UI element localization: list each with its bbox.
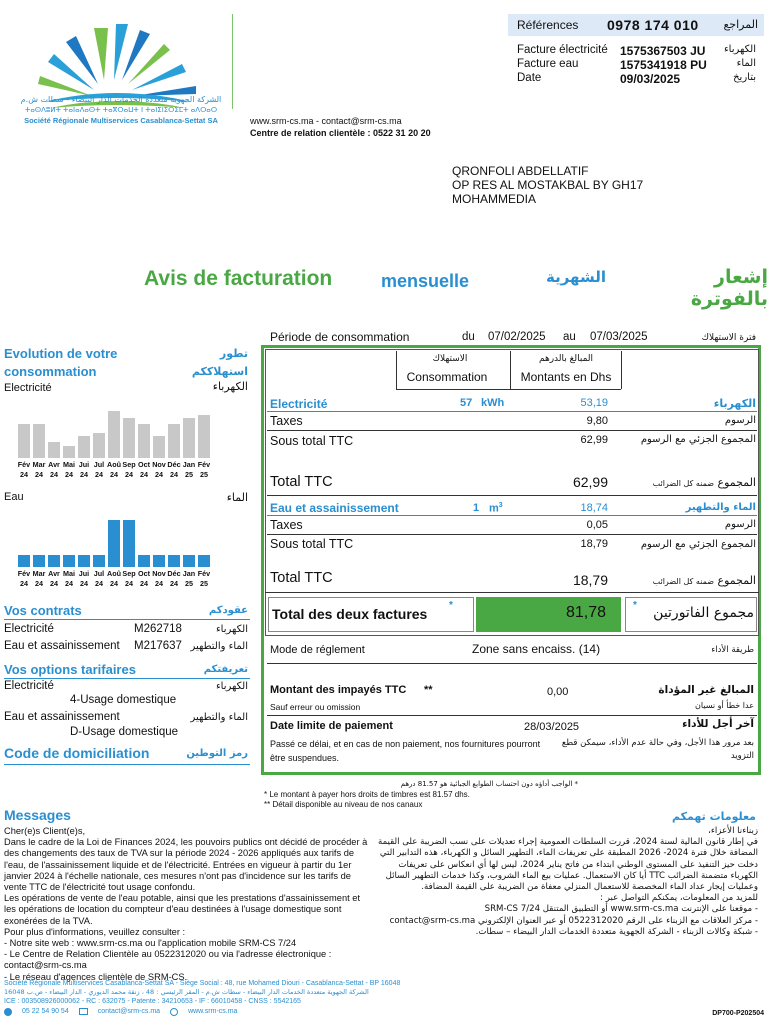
chart-bar [183, 555, 195, 567]
contract-water-label-ar: الماء والتطهير [190, 641, 248, 652]
invoice-date-value: 09/03/2025 [620, 72, 681, 86]
chart-bar [183, 418, 195, 458]
elec-taxes: 9,80 [586, 415, 608, 427]
options-divider [4, 678, 250, 679]
elec-total-label-ar [653, 476, 756, 489]
chart-tick-year: 24 [110, 470, 118, 479]
elec-total: 62,99 [572, 474, 608, 490]
option-elec-value: 4-Usage domestique [70, 694, 177, 706]
chart-bar [63, 555, 75, 567]
chart-bar [93, 433, 105, 458]
row-divider [267, 534, 757, 535]
total-ar: المجموع [717, 574, 756, 587]
chart-tick-year: 24 [170, 579, 178, 588]
chart-bar [138, 555, 150, 567]
invoice-elec-number: 1575367503 JU [620, 44, 706, 58]
footer-phone: 05 22 54 90 54 [22, 1008, 69, 1015]
col-amount: Montants en Dhs [520, 370, 612, 384]
invoice-elec-label: Facture électricité [517, 44, 608, 56]
row-divider [267, 495, 757, 496]
contract-water-label: Eau et assainissement [4, 640, 120, 652]
unpaid-label-ar: المبالغ غير المؤداة [658, 684, 754, 696]
domiciliation-divider [4, 764, 250, 765]
chart-water-label: Eau [4, 491, 24, 503]
invoice-date-label-ar: بتاريخ [733, 72, 756, 83]
footer-web[interactable]: www.srm-cs.ma [188, 1008, 238, 1015]
total-ar-small: ضمنه كل الضرائب [652, 577, 715, 586]
payment-mode-value: Zone sans encaiss. (14) [472, 642, 601, 656]
chart-tick: Jan [182, 569, 196, 578]
chart-bar [108, 520, 120, 567]
notice-period-type: mensuelle [381, 271, 470, 291]
evolution-title-ar-2: استهلاككم [191, 365, 248, 378]
chart-bar [48, 442, 60, 458]
invoice-water-label-ar: الماء [736, 58, 756, 69]
chart-bar [78, 436, 90, 458]
chart-tick: Fév [17, 569, 31, 578]
period-from: 07/02/2025 [488, 331, 546, 343]
chart-bar [18, 424, 30, 458]
water-qty: 1 [473, 502, 480, 514]
chart-tick: Déc [167, 569, 181, 578]
chart-tick-year: 24 [95, 579, 103, 588]
water-taxes-label: Taxes [270, 518, 303, 532]
chart-tick: Jui [78, 569, 90, 578]
address-city: MOHAMMEDIA [452, 192, 536, 206]
chart-bar [108, 411, 120, 458]
messages-body-ar: زبناءنا الأعزاء، في إطار قانون المالية لسنة 2024، قررت السلطات العمومية إجراء تعديلات على نسب الضريبة على القيمة المضافة خلال فترة 2024- 2026 المطبقة على تعريفات الماء، التطهير السائل و الكهرباء، هذه التدابير التي دخلت حيز التنفيذ على المستوى الوطني ابتداء من فاتح يناير 2024، ليس لها أي انعكاس على تعريفات الكهرباء متضمنة الضرائب TTC أيا كان الاستعمال. عمليات بيع الماء الشروب، وكذا خدمات التطهير السائل وعمليات إيجار عداد الماء المخصصة للاستعمال المنزلي معفاة من الضريبة على القيمة المضافة. للمزيد من المعلومات، يمكنكم التواصل عبر : - موقعنا على الإنترنت www.srm-cs.ma أو التطبيق المتنقل SRM-CS 7/24 - مركز العلاقات مع الزبناء على الرقم 0522312020 أو عبر العنوان الإلكتروني contact@srm-cs.ma - شبكة وكالات الزبناء - الشركة الجهوية متعددة الخدمات الدار البيضاء – سطات. [377, 826, 758, 937]
water-amount: 18,74 [580, 502, 608, 514]
references-label: Références [517, 18, 579, 32]
chart-tick: Déc [167, 460, 181, 469]
chart-tick: Mai [63, 569, 75, 578]
options-title: Vos options tarifaires [4, 662, 136, 677]
references-value: 0978 174 010 [607, 17, 699, 33]
water-unit-m: m [489, 502, 499, 515]
sauf-erreur: Sauf erreur ou omission [270, 702, 361, 712]
customer-address [452, 164, 643, 206]
chart-bar [48, 555, 60, 567]
notice-title: Avis de facturation [144, 267, 333, 290]
chart-tick: Sep [122, 569, 136, 578]
water-consumption-chart [18, 505, 214, 567]
elec-taxes-label-ar: الرسوم [724, 415, 756, 426]
evolution-title: Evolution de votre consommation [4, 346, 118, 379]
chart-tick: Mar [32, 460, 46, 469]
elec-qty: 57 [460, 397, 473, 409]
evolution-title-ar [192, 345, 248, 381]
elec-total-label: Total TTC [270, 474, 333, 490]
options-title-ar: تعريفتكم [203, 664, 248, 675]
customer-name: QRONFOLI ABDELLATIF [452, 164, 589, 178]
chart-tick: Oct [138, 460, 150, 469]
company-name-tifinagh: ⵜⴰⵙⴷⵓⵍⵜ ⵜⴰⵏⴰⴷⴰⵙⵜ ⵜⴰⴳⵔⴰⵡⵜ ⵏ ⵜⴰⵏⵉⵏⵉⵔⵉⵎⵜ ⴰⴷⵔⴰⵔ [24, 106, 218, 114]
chart-bar [93, 555, 105, 567]
total-ar: المجموع [717, 476, 756, 489]
water-subtotal-label-ar: المجموع الجزئي مع الرسوم [640, 539, 756, 550]
row-divider [267, 715, 757, 716]
chart-bar [78, 555, 90, 567]
note-double-star: ** Détail disponible au niveau de nos canaux [264, 800, 423, 809]
chart-elec-label-ar: الكهرباء [212, 380, 248, 393]
chart-tick-year: 24 [125, 579, 133, 588]
elec-unit: kWh [481, 397, 505, 409]
grand-total-star: * [449, 600, 453, 611]
chart-tick-year: 24 [35, 470, 43, 479]
deadline-label: Date limite de paiement [270, 720, 393, 732]
phone-icon [4, 1008, 12, 1016]
chart-tick-year: 25 [200, 470, 208, 479]
deadline-note-ar: بعد مرور هذا الأجل، وفي حالة عدم الأداء، سيمكن قطع التزويد [561, 738, 754, 761]
sauf-erreur-ar: عدا خطأ أو نسيان [695, 701, 754, 710]
water-chart-ticks [18, 569, 214, 591]
chart-tick: Mai [63, 460, 75, 469]
chart-tick: Jul [93, 569, 105, 578]
chart-tick-year: 24 [20, 579, 28, 588]
col-divider [621, 351, 622, 389]
chart-bar [33, 555, 45, 567]
period-du: du [462, 331, 475, 343]
chart-tick: Fév [17, 460, 31, 469]
contract-elec-label-ar: الكهرباء [215, 624, 248, 635]
col-amount-ar: المبالغ بالدرهم [538, 354, 594, 364]
chart-tick-year: 24 [95, 470, 103, 479]
header-underline [396, 389, 621, 390]
period-au: au [563, 331, 576, 343]
chart-tick-year: 24 [20, 470, 28, 479]
chart-tick: Nov [152, 569, 166, 578]
email-icon [79, 1008, 88, 1015]
footer-contacts [4, 1007, 684, 1016]
chart-tick-year: 25 [185, 579, 193, 588]
chart-tick-year: 24 [80, 470, 88, 479]
water-taxes-label-ar: الرسوم [724, 519, 756, 530]
chart-tick-year: 24 [80, 579, 88, 588]
chart-bar [123, 520, 135, 567]
chart-tick-year: 24 [35, 579, 43, 588]
water-unit-sup: 3 [498, 502, 503, 509]
company-name-fr: Société Régionale Multiservices Casablanca-Settat SA [24, 116, 218, 125]
unpaid-value: 0,00 [547, 686, 569, 698]
footer-email[interactable]: contact@srm-cs.ma [97, 1008, 161, 1015]
chart-tick: Fév [197, 460, 211, 469]
chart-tick: Aoû [107, 460, 121, 469]
chart-water-label-ar: الماء [226, 491, 248, 504]
chart-elec-label: Electricité [4, 382, 52, 394]
contract-elec-number: M262718 [134, 623, 182, 635]
chart-bar [123, 418, 135, 458]
chart-tick: Nov [152, 460, 166, 469]
chart-tick-year: 24 [140, 579, 148, 588]
chart-bar [198, 415, 210, 458]
web-icon [170, 1008, 178, 1016]
water-subtotal: 18,79 [580, 538, 608, 550]
evolution-title-ar-1: تطور [219, 347, 248, 360]
elec-consumption-chart [18, 396, 214, 458]
deadline-label-ar: آخر أجل للأداء [682, 718, 754, 730]
header-divider [232, 14, 233, 109]
notice-title-ar: إشعار بالفوترة [690, 266, 768, 310]
chart-tick: Jan [182, 460, 196, 469]
invoice-date-label: Date [517, 72, 542, 84]
deadline-note: Passé ce délai, et en cas de non paiement, nos fournitures pourront être suspendues. [270, 739, 541, 763]
chart-bar [198, 555, 210, 567]
domiciliation-title: Code de domiciliation [4, 745, 150, 761]
chart-tick: Sep [122, 460, 136, 469]
option-water-label: Eau et assainissement [4, 711, 120, 723]
website-email: www.srm-cs.ma - contact@srm-cs.ma [250, 116, 402, 126]
elec-amount: 53,19 [580, 397, 608, 409]
water-row-label-ar: الماء والتطهير [685, 502, 756, 513]
option-elec-label: Electricité [4, 680, 54, 692]
elec-subtotal-label-ar: المجموع الجزئي مع الرسوم [640, 434, 756, 445]
unpaid-label: Montant des impayés TTC [270, 684, 407, 696]
customer-center-phone: Centre de relation clientèle : 0522 31 20 20 [250, 128, 431, 138]
chart-tick: Aoû [107, 569, 121, 578]
period-label-ar: فترة الاستهلاك [701, 333, 756, 343]
chart-tick-year: 24 [140, 470, 148, 479]
col-divider [510, 351, 511, 389]
water-unit [489, 502, 503, 515]
contracts-divider [4, 619, 250, 620]
water-total-label-ar [653, 574, 756, 587]
chart-bar [153, 555, 165, 567]
note-star-fr: * Le montant à payer hors droits de timbres est 81.57 dhs. [264, 790, 470, 799]
water-taxes: 0,05 [586, 519, 608, 531]
elec-subtotal-label: Sous total TTC [270, 434, 354, 448]
notice-period-type-ar: الشهرية [546, 268, 606, 286]
chart-tick-year: 24 [155, 470, 163, 479]
chart-tick-year: 25 [200, 579, 208, 588]
messages-body-fr: Cher(e)s Client(e)s, Dans le cadre de la Loi de Finances 2024, les pouvoirs publics ont décidé de procéder à des changements des taux de TVA sur la période 2024 - 2026 appliqués aux tarifs de l'eau, de l'assainissement liquide et de l'électricité. Entrées en vigueur à partir du 1er janvier 2024 à l'échelle nationale, ces mesures n'ont pas d'incidence sur les tarifs de vente TTC de l'électricité tout usage confondu. Les opérations de vente de l'eau potable, ainsi que les prestations d'assainissement et les opérations de location du compteur d'eau destinées à l'usage domestique sont exonérées de la TVA. Pour plus d'informations, veuillez consulter : - Notre site web : www.srm-cs.ma ou l'application mobile SRM-CS 7/24 - Le Centre de Relation Clientèle au 0522312020 ou via l'adresse électronique : contact@srm-cs.ma - Le réseau d'agences clientèle de SRM-CS. [4, 826, 368, 982]
grand-total-label-ar: مجموع الفاتورتين [653, 605, 754, 621]
chart-tick: Oct [138, 569, 150, 578]
water-divider [267, 515, 757, 516]
note-star-ar: * الواجب أداؤه دون احتساب الطوابع الجبائية هو 81.57 درهم [400, 780, 578, 788]
col-consumption-ar: الاستهلاك [432, 354, 468, 364]
chart-bar [18, 555, 30, 567]
chart-tick: Jul [93, 460, 105, 469]
water-subtotal-label: Sous total TTC [270, 537, 354, 551]
invoice-water-label: Facture eau [517, 58, 579, 70]
chart-bar [168, 555, 180, 567]
chart-tick-year: 24 [65, 470, 73, 479]
elec-row-label-ar: الكهرباء [713, 397, 756, 410]
address-line: OP RES AL MOSTAKBAL BY GH17 [452, 178, 644, 192]
chart-bar [63, 446, 75, 458]
chart-tick: Fév [197, 569, 211, 578]
document-code: DP700-P202504 [712, 1010, 764, 1017]
chart-bar [168, 424, 180, 458]
grand-total-star-ar: * [633, 600, 637, 611]
period-label: Période de consommation [270, 330, 410, 344]
water-total: 18,79 [572, 572, 608, 588]
invoice-water-number: 1575341918 PU [620, 58, 707, 72]
chart-tick-year: 24 [110, 579, 118, 588]
grand-total-label: Total des deux factures [272, 606, 428, 622]
payment-mode-label: Mode de réglement [270, 644, 365, 656]
row-divider [265, 592, 759, 593]
chart-tick: Mar [32, 569, 46, 578]
total-ar-small: ضمنه كل الضرائب [652, 479, 715, 488]
row-divider [267, 663, 757, 664]
chart-tick-year: 25 [185, 470, 193, 479]
chart-tick-year: 24 [170, 470, 178, 479]
elec-taxes-label: Taxes [270, 414, 303, 428]
chart-bar [33, 424, 45, 458]
chart-tick: Avr [48, 460, 60, 469]
elec-subtotal: 62,99 [580, 434, 608, 446]
option-water-value: D-Usage domestique [70, 726, 179, 738]
col-divider [396, 351, 397, 389]
payment-mode-label-ar: طريقة الأداء [711, 645, 754, 655]
chart-tick-year: 24 [50, 579, 58, 588]
contract-elec-label: Electricité [4, 623, 54, 635]
chart-bar [153, 436, 165, 458]
row-divider [267, 430, 757, 431]
messages-title-ar: معلومات تهمكم [671, 810, 756, 823]
contract-water-number: M217637 [134, 640, 182, 652]
chart-tick-year: 24 [125, 470, 133, 479]
elec-row-label: Electricité [270, 397, 328, 411]
chart-tick-year: 24 [65, 579, 73, 588]
footer-line-1: Société Régionale Multiservices Casablanca-Settat SA - Siège Social : 48, rue Mohamed Diouri - Casablanca-Settat - BP 16048 [4, 980, 401, 987]
unpaid-stars: ** [424, 684, 433, 696]
option-elec-label-ar: الكهرباء [215, 681, 248, 692]
references-label-ar: المراجع [723, 18, 758, 31]
elec-divider [267, 411, 757, 412]
chart-bar [138, 424, 150, 458]
period-to: 07/03/2025 [590, 331, 648, 343]
chart-tick: Jui [78, 460, 90, 469]
messages-title: Messages [4, 807, 71, 823]
col-consumption: Consommation [406, 370, 488, 384]
footer [4, 979, 684, 1016]
elec-chart-ticks [18, 460, 214, 482]
footer-line-2: الشركة الجهوية متعددة الخدمات الدار البيضاء - سطات ش.م - المقر الرئيسي : 48 ، زنقة محمد الديوري - الدار البيضاء - ص.ب 16048 [4, 988, 369, 996]
contracts-title: Vos contrats [4, 603, 82, 618]
chart-tick-year: 24 [155, 579, 163, 588]
domiciliation-title-ar: رمز التوطين [186, 748, 248, 759]
water-row-label: Eau et assainissement [270, 501, 399, 515]
footer-line-3: ICE : 003508926000062 - RC : 632075 - Patente : 34210653 - IF : 66010458 - CNSS : 5542165 [4, 998, 301, 1005]
grand-total-value: 81,78 [565, 604, 606, 621]
water-total-label: Total TTC [270, 570, 333, 586]
chart-tick: Avr [48, 569, 60, 578]
option-water-label-ar: الماء والتطهير [190, 712, 248, 723]
company-name-ar: الشركة الجهوية متعددة الخدمات الدار البيضاء - سطات ش.م [20, 95, 222, 104]
invoice-elec-label-ar: الكهرباء [723, 44, 756, 55]
deadline-value: 28/03/2025 [524, 721, 580, 733]
chart-tick-year: 24 [50, 470, 58, 479]
contracts-title-ar: عقودكم [208, 605, 248, 616]
